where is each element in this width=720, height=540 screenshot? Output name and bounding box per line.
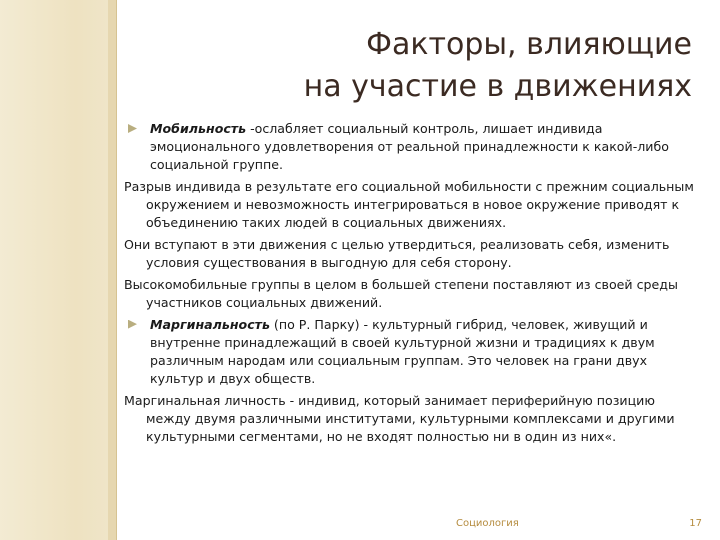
paragraph-text: Они вступают в эти движения с целью утвердиться, реализовать себя, изменить условия существования в выгодную для себя сторону.	[124, 237, 670, 271]
paragraph-rupture	[124, 178, 694, 233]
title-line-2: на участие в движениях	[303, 69, 692, 104]
slide-title	[172, 24, 692, 108]
title-line-1: Факторы, влияющие	[366, 27, 692, 62]
paragraph-marginal-person	[124, 392, 694, 447]
paragraph-text: Маргинальная личность - индивид, который занимает периферийную позицию между двумя различными институтами, культурными комплексами и другими культурными сегментами, но не входят полностью ни в один из них«.	[124, 392, 675, 445]
paragraph-join	[124, 236, 694, 272]
paragraph-high-mobility	[124, 276, 694, 312]
paragraph-text: Высокомобильные группы в целом в большей степени поставляют из своей среды участников социальных движений.	[124, 276, 678, 310]
paragraph-text: Разрыв индивида в результате его социальной мобильности с прежним социальным окружением и невозможность интегрироваться в новое окружение приводят к объединению таких людей в социальных движениях.	[124, 179, 694, 231]
footer-source: Социология	[456, 518, 519, 529]
page-number: 17	[689, 518, 702, 529]
paragraph-mobility	[124, 120, 694, 175]
term-marginality: Маргинальность	[150, 316, 270, 332]
paragraph-text: (по Р. Парку) - культурный гибрид, человек, живущий и внутренне принадлежащий в своей культурной жизни и традициях к двум различным народам или социальным группам. Это человек на грани двух культур и двух обществ.	[150, 316, 655, 387]
bullet-icon	[128, 320, 137, 329]
term-mobility: Мобильность	[150, 121, 247, 136]
bullet-icon	[128, 124, 137, 133]
slide-body	[124, 120, 694, 450]
decorative-stripe-line	[116, 0, 117, 540]
decorative-stripe	[108, 0, 116, 540]
decorative-sidebar	[0, 0, 108, 540]
paragraph-text: -ослабляет социальный контроль, лишает индивида эмоционального удовлетворения от реальной принадлежности к какой-либо социальной группе.	[150, 121, 669, 173]
paragraph-marginality	[124, 316, 694, 389]
